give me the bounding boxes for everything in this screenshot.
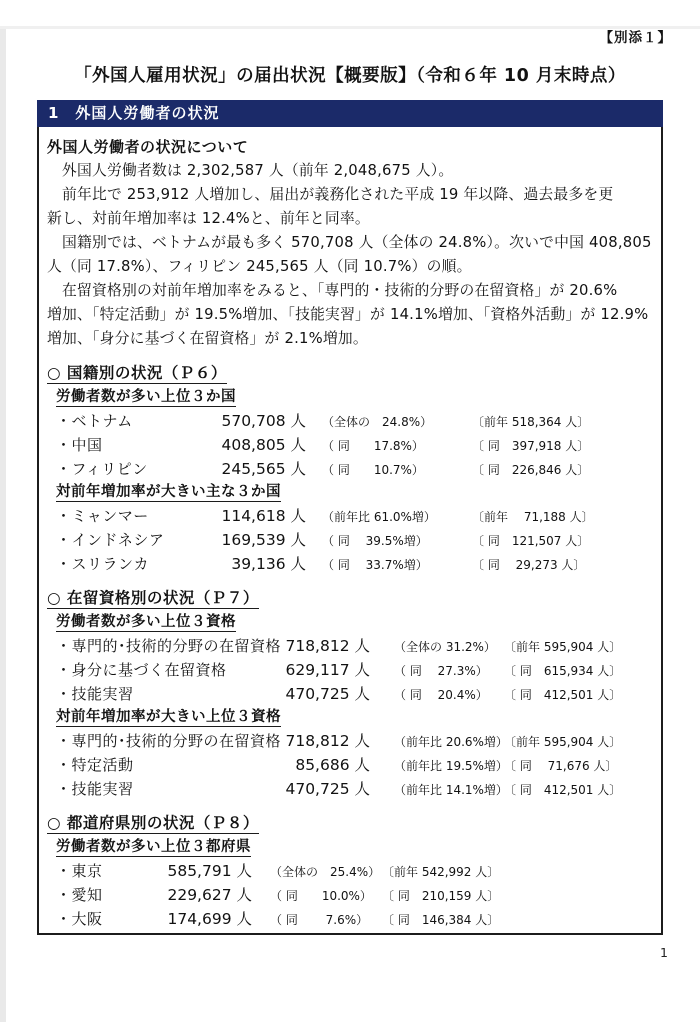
row-prev-year: 〔前年 518,364 人〕 [472,415,590,429]
row-label: ・専門的･技術的分野の在留資格 [56,637,282,655]
row-value: 408,805 人 [221,436,306,454]
row-value: 229,627 人 [167,886,252,904]
row-label: ・身分に基づく在留資格 [56,661,227,679]
row-prev-year: 〔 同 397,918 人〕 [472,439,590,453]
summary-line: 国籍別では、ベトナムが最も多く 570,708 人（全体の 24.8%）。次いで中国 408,805 [47,234,652,251]
row-value: 245,565 人 [221,460,306,478]
summary-line: 在留資格別の対前年増加率をみると、「専門的・技術的分野の在留資格」が 20.6% [47,282,618,299]
section-title: ○ 在留資格別の状況（Ｐ７） [47,589,259,607]
section-header-bar [37,100,663,127]
stat-row [47,907,655,931]
stat-row [47,682,655,706]
content-area [37,100,663,935]
stat-row [47,409,655,433]
stat-row [47,859,655,883]
row-value: 174,699 人 [167,910,252,928]
row-prev-year: 〔 同 210,159 人〕 [382,889,500,903]
row-label: ・愛知 [56,886,103,904]
group-subtitle: 対前年増加率が大きい主な３か国 [56,484,281,500]
row-share: （全体の 31.2%） [394,640,496,654]
summary-line: 前年比で 253,912 人増加し、届出が義務化された平成 19 年以降、過去最多を更 [47,186,614,203]
row-label: ・技能実習 [56,780,134,798]
row-label: ・大阪 [56,910,103,928]
row-prev-year: 〔前年 542,992 人〕 [382,865,500,879]
group-subtitle: 労働者数が多い上位３資格 [56,614,236,630]
row-value: 169,539 人 [221,531,306,549]
stat-row [47,504,655,528]
row-prev-year: 〔 同 412,501 人〕 [504,688,622,702]
summary-line: 新し、対前年増加率は 12.4%と、前年と同率。 [47,210,370,227]
row-value: 114,618 人 [221,507,306,525]
row-prev-year: 〔 同 121,507 人〕 [472,534,590,548]
summary-heading: 外国人労働者の状況について [47,138,249,156]
stat-row [47,433,655,457]
row-value: 39,136 人 [226,555,306,573]
page-title: 「外国人雇用状況」の届出状況【概要版】（令和６年 10 月末時点） [74,66,626,86]
row-share: （ 同 7.6%） [270,913,369,927]
row-share: （ 同 27.3%） [394,664,488,678]
row-label: ・特定活動 [56,756,134,774]
group-subtitle: 対前年増加率が大きい上位３資格 [56,709,281,725]
summary-line: 増加、「特定活動」が 19.5%増加、「技能実習」が 14.1%増加、「資格外活動」が 12.9% [47,306,649,323]
summary-line: 人（同 17.8%）、フィリピン 245,565 人（同 10.7%）の順。 [47,258,472,275]
section-residence-status [47,586,655,801]
row-prev-year: 〔 同 226,846 人〕 [472,463,590,477]
row-prev-year: 〔 同 29,273 人〕 [472,558,586,572]
row-label: ・ベトナム [56,412,133,430]
section-prefecture [47,811,655,931]
stat-row [47,658,655,682]
attachment-label: 【別添１】 [599,30,672,46]
stat-row [47,552,655,576]
row-label: ・スリランカ [56,555,150,573]
row-share: （前年比 20.6%増） [394,735,508,749]
section-title: ○ 都道府県別の状況（Ｐ８） [47,814,259,832]
row-share: （全体の 24.8%） [322,415,433,429]
row-prev-year: 〔 同 412,501 人〕 [504,783,622,797]
row-label: ・東京 [56,862,103,880]
section-header-text: 1 外国人労働者の状況 [48,104,220,122]
content-box [37,127,663,935]
stat-row [47,729,655,753]
row-share: （ 同 20.4%） [394,688,488,702]
page-edge-top [0,26,700,29]
row-value: 718,812 人 [285,637,370,655]
row-label: ・フィリピン [56,460,148,478]
summary-line: 増加、「身分に基づく在留資格」が 2.1%増加。 [47,330,368,347]
stat-row [47,457,655,481]
row-share: （ 同 10.7%） [322,463,424,477]
row-label: ・技能実習 [56,685,134,703]
stat-row [47,634,655,658]
document-page [0,26,700,1022]
section-title: ○ 国籍別の状況（Ｐ６） [47,364,227,382]
summary-line: 外国人労働者数は 2,302,587 人（前年 2,048,675 人）。 [47,162,454,179]
group-subtitle: 労働者数が多い上位３都府県 [56,839,251,855]
row-share: （前年比 61.0%増） [322,510,436,524]
row-share: （前年比 14.1%増） [394,783,508,797]
row-label: ・専門的･技術的分野の在留資格 [56,732,282,750]
row-share: （ 同 17.8%） [322,439,424,453]
row-value: 718,812 人 [285,732,370,750]
row-share: （ 同 33.7%増） [322,558,428,572]
stat-row [47,883,655,907]
row-share: （前年比 19.5%増） [394,759,508,773]
row-prev-year: 〔 同 146,384 人〕 [382,913,500,927]
row-label: ・ミャンマー [56,507,149,525]
page-edge-left [0,26,6,1022]
row-share: （全体の 25.4%） [270,865,381,879]
row-prev-year: 〔前年 595,904 人〕 [504,640,622,654]
row-value: 629,117 人 [285,661,370,679]
row-prev-year: 〔前年 595,904 人〕 [504,735,622,749]
row-value: 570,708 人 [221,412,306,430]
stat-row [47,777,655,801]
row-value: 585,791 人 [167,862,252,880]
row-label: ・中国 [56,436,103,454]
group-subtitle: 労働者数が多い上位３か国 [56,389,236,405]
row-prev-year: 〔前年 71,188 人〕 [472,510,594,524]
page-number: 1 [660,945,668,960]
row-prev-year: 〔 同 71,676 人〕 [504,759,618,773]
row-share: （ 同 39.5%増） [322,534,428,548]
section-nationality [47,361,655,576]
row-value: 85,686 人 [290,756,370,774]
row-label: ・インドネシア [56,531,165,549]
stat-row [47,528,655,552]
stat-row [47,753,655,777]
row-share: （ 同 10.0%） [270,889,372,903]
row-prev-year: 〔 同 615,934 人〕 [504,664,622,678]
row-value: 470,725 人 [285,780,370,798]
row-value: 470,725 人 [285,685,370,703]
